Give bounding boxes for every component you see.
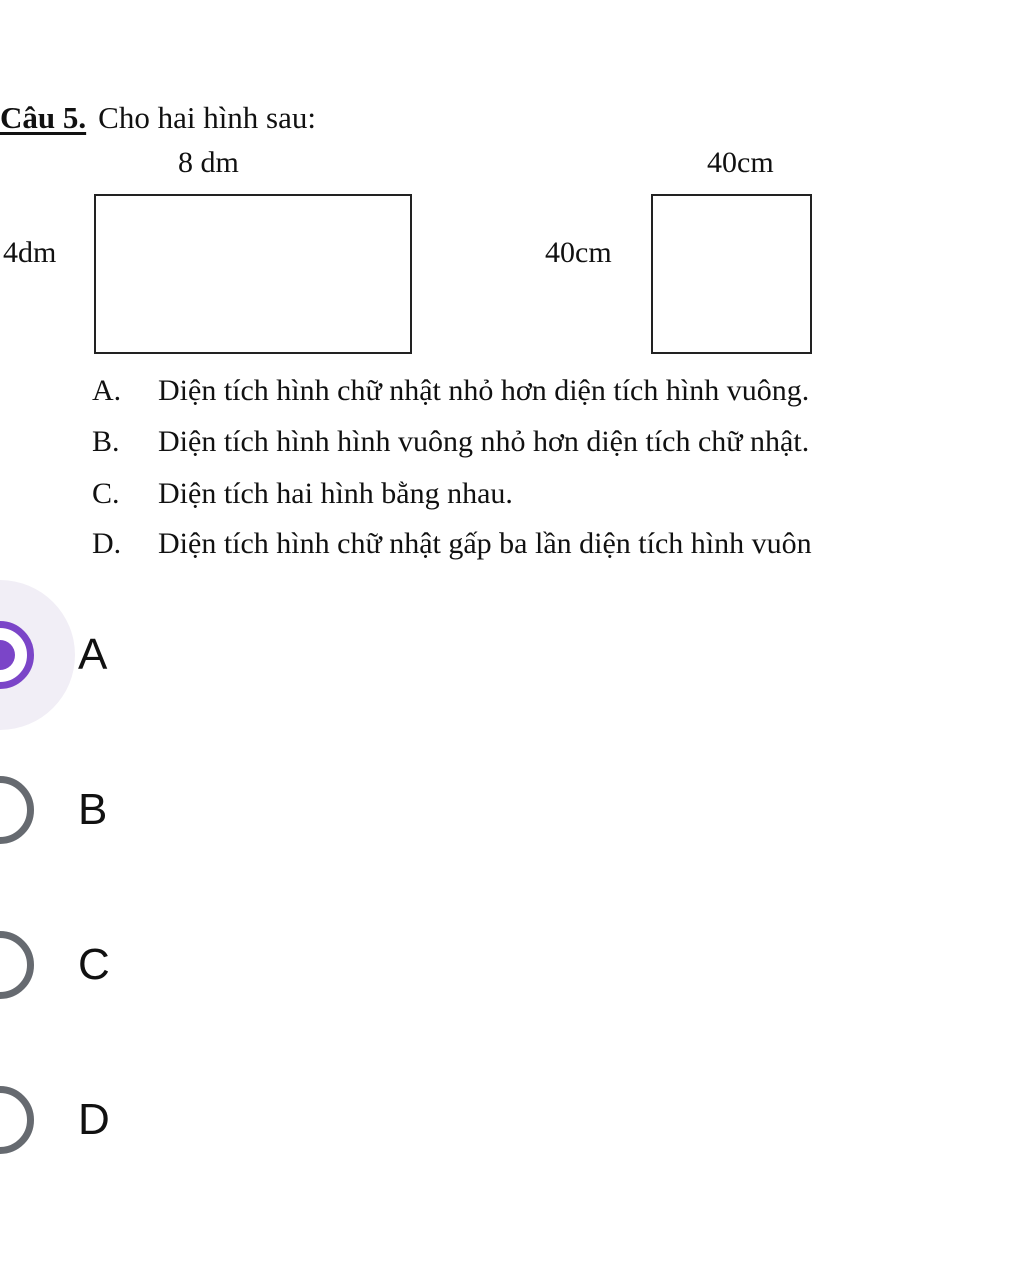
option-text: Diện tích hai hình bằng nhau. (158, 477, 513, 510)
option-letter: A. (92, 374, 122, 407)
question-option-b (92, 425, 809, 459)
radio-button[interactable] (0, 776, 34, 844)
choice-label[interactable]: C (78, 940, 110, 989)
question-number: Câu 5. (0, 100, 87, 135)
square-figure (651, 194, 812, 354)
question-title (0, 100, 316, 136)
answer-choice-c[interactable] (0, 890, 1024, 1040)
answer-choice-d[interactable] (0, 1045, 1024, 1195)
option-letter: D. (92, 527, 122, 560)
question-text: Cho hai hình sau: (98, 100, 316, 135)
question-option-c (92, 477, 513, 511)
option-letter: B. (92, 425, 120, 458)
answer-choice-a[interactable] (0, 580, 1024, 730)
option-text: Diện tích hình chữ nhật nhỏ hơn diện tích hình vuông. (158, 374, 810, 407)
square-height-label: 40cm (545, 236, 612, 269)
answer-choice-b[interactable] (0, 735, 1024, 885)
choice-label[interactable]: A (78, 630, 108, 679)
option-text: Diện tích hình chữ nhật gấp ba lần diện tích hình vuôn (158, 527, 812, 560)
option-text: Diện tích hình hình vuông nhỏ hơn diện tích chữ nhật. (158, 425, 810, 458)
choice-label[interactable]: B (78, 785, 108, 834)
radio-button[interactable] (0, 931, 34, 999)
choice-label[interactable]: D (78, 1095, 110, 1144)
radio-dot-icon (0, 640, 15, 670)
rectangle-figure (94, 194, 412, 354)
option-letter: C. (92, 477, 120, 510)
radio-button[interactable] (0, 1086, 34, 1154)
rectangle-height-label: 4dm (3, 236, 57, 269)
question-option-a (92, 374, 809, 408)
question-option-d (92, 527, 812, 561)
square-width-label: 40cm (707, 146, 774, 179)
question-image (0, 0, 1024, 580)
rectangle-width-label: 8 dm (178, 146, 239, 179)
